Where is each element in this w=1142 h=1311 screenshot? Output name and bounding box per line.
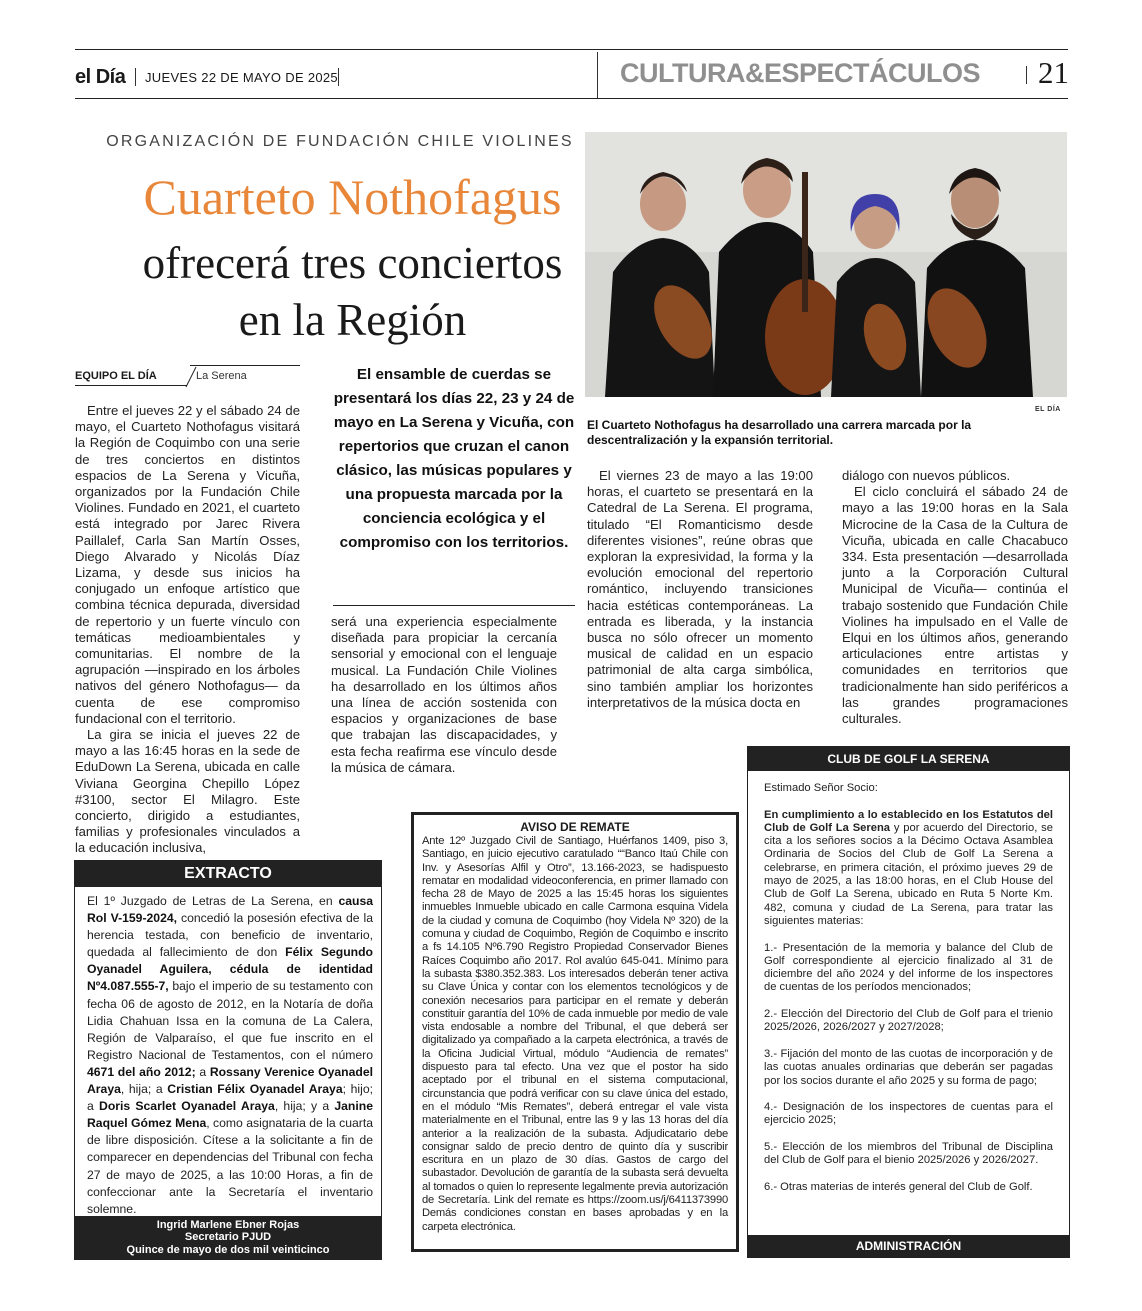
headline-line2: ofrecerá tres conciertos xyxy=(142,238,563,288)
header-divider xyxy=(597,52,598,99)
article-paragraph: Entre el jueves 22 y el sábado 24 de mayo, el Cuarteto Nothofagus visitará la Región de Coquimbo con una serie de tres conciertos en distintos espacios de La Serena y Vicuña, organizados por la Fundación Chile Violines. Fundado en 2021, el cuarteto está integrado por Jarec Rivera Paillalef, Carla San Martín Osses, Diego Alvarado y Nicolás Díaz Lizama, y desde sus inicios ha conjugado un enfoque artístico que combina técnica depurada, diversidad de repertorio y un fuerte vínculo con temáticas medioambientales y comunitarias. El nombre de la agrupación —inspirado en los árboles nativos del género Nothofagus— da cuenta de ese compromiso fundacional con el territorio. xyxy=(75,403,300,726)
quartet-photo xyxy=(585,132,1067,397)
golf-greeting: Estimado Señor Socio: xyxy=(764,782,878,794)
remate-body: Ante 12º Juzgado Civil de Santiago, Huérfanos 1409, piso 3, Santiago, en juicio ejecutivo caratulado ““Banco Itaú Chile con Inv. y Asesorías Alfil y Otro”, 13.166-2023, se hadispuesto rematar en modalidad videoconferencia, en primer llamado con fecha 28 de Mayo de 2025 a las 15:45 horas los siguientes inmuebles Inmueble ubicado en calle Carmona esquina Videla de la ciudad y comuna de Coquimbo (hoy Videla Nº 320) de la comuna y ciudad de Coquimbo, Región de Coquimbo e inscrito a fs 14.105 Nº6.790 Registro Propiedad Conservador Bienes Raíces Coquimbo año 2017. Rol avalúo 645-041. Mínimo para la subasta $380.352.383. Los interesados deberán tener activa su Clave Única y contar con los elementos tecnológicos y de conexión necesarios para participar en el remate y deberán constituir garantía del 10% de cada inmueble por medio de vale vista endosable a nombre del Tribunal, el que deberá ser digitalizado ya compañado a la carpeta electrónica, a través de la Oficina Judicial Virtual, módulo “Audiencia de remates” dispuesto para tal efecto. Una vez que el postor ha sido aceptado por el tribunal en el sistema computacional, circunstancia que podrá verificar con su clave única del estado, en el módulo “Mis Remates”, deberá entregar el vale vista materialmente en el Tribunal, entre las 9 y las 13 horas del día anterior a la realización de la subasta. Adjudicatario debe consignar saldo de precio dentro de quinto día y suscribir escritura en un plazo de 30 días. Gastos de cargo del subastador. Devolución de garantía de la subasta será devuelta al tomados o quien lo represente legalmente previa autorización de Secretaría. Link del remate es https://zoom.us/j/6411373990 Demás condiciones constan en bases aprobadas y en la carpeta electrónica. xyxy=(422,835,728,1233)
article-paragraph: La gira se inicia el jueves 22 de mayo a las 16:45 horas en la sede de EduDown La Serena, ubicada en calle Viviana Georgina Chepillo López #3100, sector El Milagro. Este concierto, dirigido a estudiantes, familias y profesionales vinculados a la educación inclusiva, xyxy=(75,727,300,856)
extracto-title: EXTRACTO xyxy=(75,861,381,887)
article-paragraph: El ciclo concluirá el sábado 24 de mayo a las 19:00 horas en la Sala Microcine de la Casa de la Cultura de Vicuña, ubicada en calle Chacabuco 334. Esta presentación —desarrollada junto a la Corporación Cultural Municipal de Vicuña— continúa el trabajo sostenido que Fundación Chile Violines ha impulsado en el Valle de Elqui en los últimos años, generando articulaciones entre artistas y comunidades en territorios que tradicionalmente han sido periféricos a las grandes programaciones culturales. xyxy=(842,484,1068,727)
headline-highlight: Cuarteto Nothofagus xyxy=(143,169,562,225)
photo-caption: El Cuarteto Nothofagus ha desarrollado una carrera marcada por la descentralización y la expansión territorial. xyxy=(587,418,972,447)
article-paragraph: será una experiencia especialmente diseñada para propiciar la cercanía sensorial y emocional con el lenguaje musical. La Fundación Chile Violines ha desarrollado en los últimos años una línea de acción sostenida con espacios y organizaciones de base que trabajan las discapacidades, y esta fecha reafirma ese vínculo desde la música de cámara. xyxy=(331,614,557,775)
article-kicker: ORGANIZACIÓN DE FUNDACIÓN CHILE VIOLINES xyxy=(106,133,574,150)
article-paragraph: diálogo con nuevos públicos. xyxy=(842,468,1011,483)
extracto-body: El 1º Juzgado de Letras de La Serena, en causa Rol V-159-2024, concedió la posesión efectiva de la herencia testada, con beneficio de inventario, quedada al fallecimiento de don Félix Segundo Oyanadel Aguilera, cédula de identidad Nº4.087.555-7, bajo el imperio de su testamento con fecha 06 de agosto de 2012, en la Notaría de doña Lidia Chahuan Issa en la comuna de La Calera, Región de Valparaíso, el que fue inscrito en el Registro Nacional de Testamentos, con el número 4671 del año 2012; a Rossany Verenice Oyanadel Araya, hija; a Cristian Félix Oyanadel Araya; hijo; a Doris Scarlet Oyanadel Araya, hija; y a Janine Raquel Gómez Mena, como asignataria de la cuarta de libre disposición. Cítese a la solicitante a fin de comparecer en dependencias del Tribunal con fecha 27 de mayo de 2025, a las 10:00 Horas, a fin de confeccionar ante la Secretaría el inventario solemne. xyxy=(87,894,374,1216)
top-rule xyxy=(75,49,1068,50)
article-column-3 xyxy=(587,468,813,711)
extracto-notice xyxy=(74,860,382,1260)
pull-quote: El ensamble de cuerdas se presentará los días 22, 23 y 24 de mayo en La Serena y Vicuña, con repertorios que cruzan el canon clásico, las músicas populares y una propuesta marcada por la conciencia ecológica y el compromiso con los territorios. xyxy=(333,366,575,551)
article-column-1 xyxy=(75,403,300,857)
header-divider xyxy=(338,68,339,86)
golf-notice xyxy=(747,746,1070,1258)
remate-notice xyxy=(411,812,739,1252)
byline-rule xyxy=(75,385,187,386)
golf-agenda-item: 4.- Designación de los inspectores de cuentas para el ejercicio 2025; xyxy=(764,1101,1053,1127)
golf-agenda-item: 6.- Otras materias de interés general del Club de Golf. xyxy=(764,1180,1033,1193)
golf-body xyxy=(748,782,1069,1194)
signer-role: Secretario PJUD xyxy=(184,1231,272,1243)
signer-name: Ingrid Marlene Ebner Rojas xyxy=(156,1218,300,1231)
byline-author: EQUIPO EL DÍA xyxy=(75,370,157,382)
section-title: CULTURA&ESPECTÁCULOS xyxy=(620,58,980,88)
golf-footer: ADMINISTRACIÓN xyxy=(748,1235,1069,1257)
remate-title: AVISO DE REMATE xyxy=(520,820,630,834)
photo-credit: EL DÍA xyxy=(1035,406,1061,413)
headline-line3: en la Región xyxy=(238,295,467,345)
golf-agenda-item: 3.- Fijación del monto de las cuotas de incorporación y de las cuotas anuales ordinarias que deberán ser pagadas por los socios durante el año 2025 y su forma de pago; xyxy=(764,1047,1053,1087)
issue-date: JUEVES 22 DE MAYO DE 2025 xyxy=(145,70,338,85)
header-bottom-rule xyxy=(75,98,1068,99)
golf-agenda-item: 1.- Presentación de la memoria y balance del Club de Golf correspondiente al ejercicio finalizado al 31 de diciembre del año 2024 y del informe de los inspectores de cuentas de los períodos mencionados; xyxy=(764,941,1053,994)
article-column-4 xyxy=(842,468,1068,727)
byline-rule xyxy=(190,365,300,366)
golf-intro: En cumplimiento a lo establecido en los Estatutos del Club de Golf La Serena y por acuerdo del Directorio, se cita a los señores socios a la Décimo Octava Asamblea Ordinaria de Socios del Club de Golf La Serena a celebrarse, en primera citación, el próximo jueves 29 de mayo de 2025, a las 18:00 horas, en el Club House del Club de Golf La Serena, ubicado en Ruta 5 Norte Km. 482, comuna y ciudad de La Serena, para tratar las siguientes materias: xyxy=(764,808,1053,927)
golf-agenda-item: 2.- Elección del Directorio del Club de Golf para el trienio 2025/2026, 2026/2027 y 2027/2028; xyxy=(764,1008,1053,1034)
header-divider xyxy=(1026,66,1027,84)
header-divider xyxy=(135,68,136,86)
article-paragraph: El viernes 23 de mayo a las 19:00 horas, el cuarteto se presentará en la Catedral de La Serena. El programa, titulado “El Romanticismo desde diferentes visiones”, reúne obras que exploran la expresividad, la forma y la evolución emocional del repertorio romántico, incluyendo transiciones hacia estéticas contemporáneas. La entrada es liberada, y la instancia busca no sólo ofrecer un momento musical de calidad en un espacio patrimonial de alta carga simbólica, sino también ampliar los horizontes interpretativos de la música docta en xyxy=(587,468,813,710)
golf-title: CLUB DE GOLF LA SERENA xyxy=(748,747,1069,771)
pull-quote-rule xyxy=(333,605,575,606)
page-number: 21 xyxy=(1038,55,1069,90)
article-column-2 xyxy=(331,614,557,776)
extracto-signature xyxy=(75,1216,381,1260)
newspaper-logo: el Día xyxy=(75,66,126,88)
signature-date: Quince de mayo de dos mil veinticinco xyxy=(126,1243,330,1256)
golf-agenda-item: 5.- Elección de los miembros del Tribunal de Disciplina del Club de Golf para el bienio 2025/2026 y 2026/2027. xyxy=(764,1141,1053,1167)
byline-location: La Serena xyxy=(196,370,247,382)
